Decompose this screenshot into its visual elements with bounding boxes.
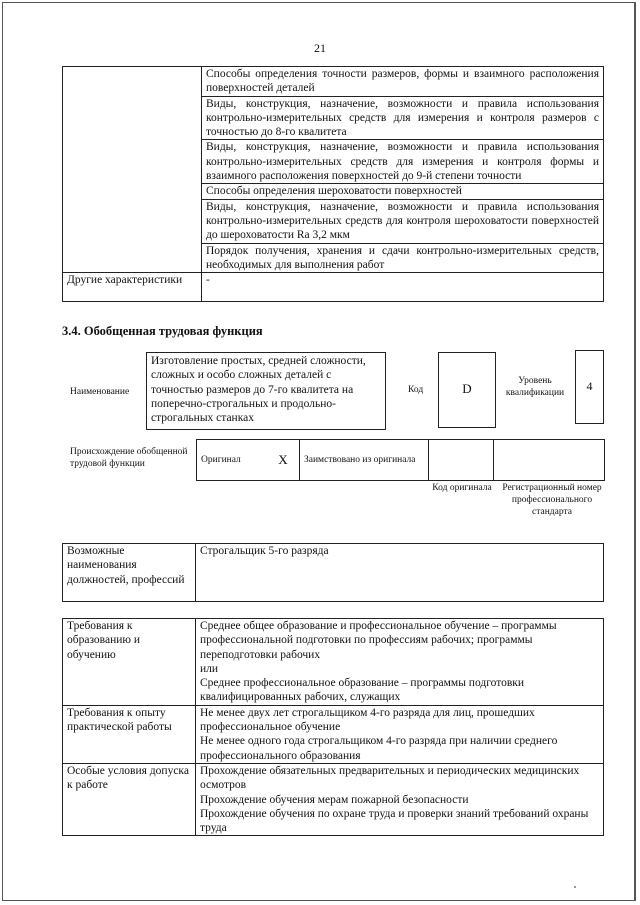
name-label: Наименование (70, 387, 130, 397)
table-row (63, 705, 604, 763)
positions-label: Возможные наименования должностей, профессий (63, 544, 196, 602)
empty-label-cell (63, 67, 202, 273)
origin-label: Происхождение обобщенной трудовой функции (70, 447, 188, 469)
experience-line: Не менее двух лет строгальщиком 4-го разряда для лиц, прошедших профессиональное обучение (200, 706, 535, 734)
knowledge-item: Порядок получения, хранения и сдачи контрольно-измерительных средств, необходимых для выполнения работ (202, 243, 604, 273)
positions-value: Строгальщик 5-го разряда (196, 544, 604, 602)
experience-value (196, 705, 604, 763)
section-heading: 3.4. Обобщенная трудовая функция (62, 324, 263, 338)
education-value (196, 619, 604, 706)
original-mark: X (267, 440, 300, 481)
knowledge-item: Виды, конструкция, назначение, возможности и правила использования контрольно-измерительных средств для контроля шероховатости поверхностей до шероховатости Ra 3,2 мкм (202, 199, 604, 243)
registration-number-cell (494, 440, 605, 481)
table-row (197, 440, 605, 481)
table-row (63, 273, 604, 302)
education-line: или (200, 662, 219, 675)
scan-speck (574, 886, 576, 888)
knowledge-table (62, 66, 604, 302)
registration-number-caption: Регистрационный номер профессионального стандарта (502, 483, 602, 517)
qualification-level-label: Уровень квалификации (505, 376, 565, 398)
function-name-box: Изготовление простых, средней сложности, сложных и особо сложных деталей с точностью размеров до 7-го квалитета на поперечно-строгальных и продольно-строгальных станках (146, 352, 386, 430)
code-original-caption: Код оригинала (432, 483, 492, 493)
table-row (63, 67, 604, 97)
original-label: Оригинал (197, 440, 268, 481)
positions-table (62, 543, 604, 602)
code-original-cell (429, 440, 494, 481)
knowledge-item: Виды, конструкция, назначение, возможности и правила использования контрольно-измерительных средств для измерения и контроля размеров с точностью до 8-го квалитета (202, 96, 604, 140)
code-box: D (438, 352, 496, 428)
origin-table (196, 439, 605, 481)
admission-line: Прохождение обучения мерам пожарной безопасности (200, 793, 469, 806)
requirements-table (62, 618, 604, 836)
other-characteristics-value: - (202, 273, 604, 302)
code-label: Код (408, 385, 424, 395)
experience-label: Требования к опыту практической работы (63, 705, 196, 763)
page-number: 21 (314, 41, 326, 55)
qualification-level-box: 4 (575, 350, 604, 424)
knowledge-item: Способы определения точности размеров, формы и взаимного расположения поверхностей деталей (202, 67, 604, 97)
table-row (63, 544, 604, 602)
experience-line: Не менее одного года строгальщиком 4-го разряда при наличии среднего профессионального образования (200, 735, 558, 762)
table-row (63, 619, 604, 706)
table-row (63, 763, 604, 835)
admission-value (196, 763, 604, 835)
education-line: Среднее общее образование и профессиональное обучение – программы профессиональной подготовки по профессиям рабочих; программы переподготовки рабочих (200, 620, 557, 661)
admission-label: Особые условия допуска к работе (63, 763, 196, 835)
borrowed-label: Заимствовано из оригинала (300, 440, 429, 481)
admission-line: Прохождение обязательных предварительных и периодических медицинских осмотров (200, 764, 580, 792)
knowledge-item: Способы определения шероховатости поверхностей (202, 184, 604, 199)
education-label: Требования к образованию и обучению (63, 619, 196, 706)
other-characteristics-label: Другие характеристики (63, 273, 202, 302)
knowledge-item: Виды, конструкция, назначение, возможности и правила использования контрольно-измерительных средств для измерения и контроля формы и взаимного расположения поверхностей до 9-й степени точности (202, 140, 604, 184)
admission-line: Прохождение обучения по охране труда и проверки знаний требований охраны труда (200, 807, 589, 835)
education-line: Среднее профессиональное образование – программы подготовки квалифицированных рабочих, служащих (200, 677, 525, 704)
